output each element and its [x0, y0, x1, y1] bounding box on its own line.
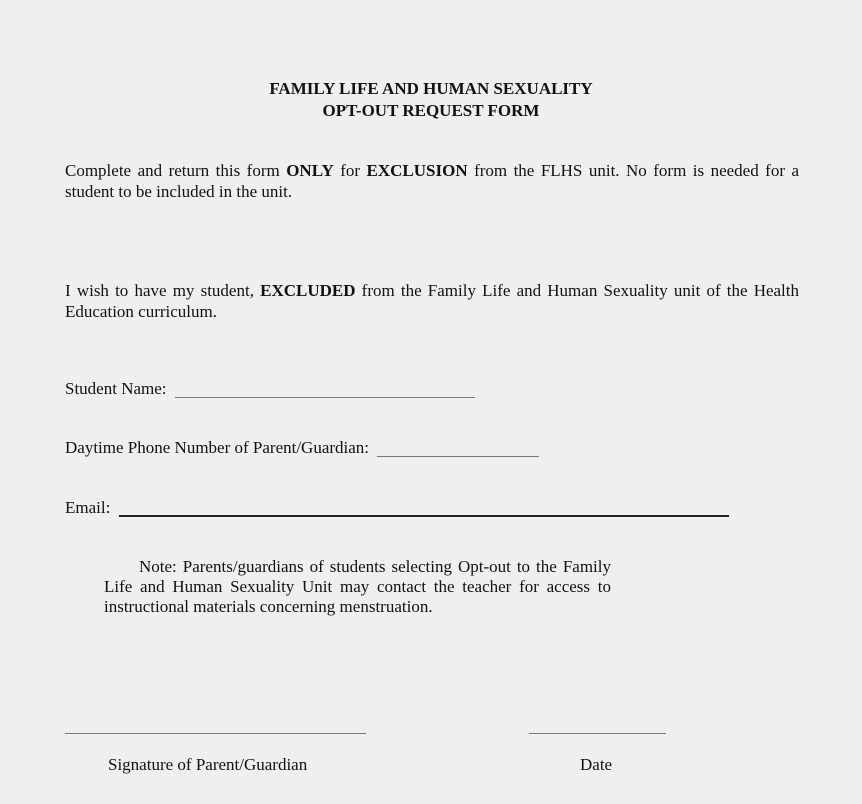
- date-field[interactable]: [529, 733, 666, 734]
- form-title-line-2: OPT-OUT REQUEST FORM: [322, 101, 540, 120]
- student-name-field[interactable]: [175, 383, 475, 398]
- email-row: [65, 497, 729, 519]
- intro-paragraph: [65, 160, 799, 202]
- form-title-line-1: FAMILY LIFE AND HUMAN SEXUALITY: [269, 79, 593, 98]
- statement-text-2: from the Family Life and Human Sexuality unit of the Health Education curriculum.: [65, 281, 800, 321]
- statement-bold-excluded: EXCLUDED: [260, 281, 356, 300]
- signature-label: Signature of Parent/Guardian: [108, 755, 308, 774]
- signature-field[interactable]: [65, 733, 366, 734]
- statement-text-1: I wish to have my student,: [65, 281, 261, 300]
- intro-bold-exclusion: EXCLUSION: [366, 161, 468, 180]
- student-name-label: Student Name:: [65, 379, 167, 398]
- student-name-row: [65, 378, 475, 400]
- date-label: Date: [580, 755, 613, 774]
- phone-row: [65, 437, 539, 459]
- email-field[interactable]: [119, 501, 729, 517]
- phone-field[interactable]: [377, 442, 539, 457]
- intro-text-3: from the FLHS unit. No form is needed for a student to be included in the unit.: [65, 161, 800, 201]
- intro-text-2: for: [333, 161, 367, 180]
- intro-text-1: Complete and return this form: [65, 161, 287, 180]
- phone-label: Daytime Phone Number of Parent/Guardian:: [65, 438, 370, 457]
- exclusion-statement: [65, 280, 799, 322]
- intro-bold-only: ONLY: [286, 161, 334, 180]
- note-paragraph: Note: Parents/guardians of students selecting Opt-out to the Family Life and Human Sexuality Unit may contact the teacher for access to instructional materials concerning menstruation.: [104, 557, 611, 616]
- email-label: Email:: [65, 498, 111, 517]
